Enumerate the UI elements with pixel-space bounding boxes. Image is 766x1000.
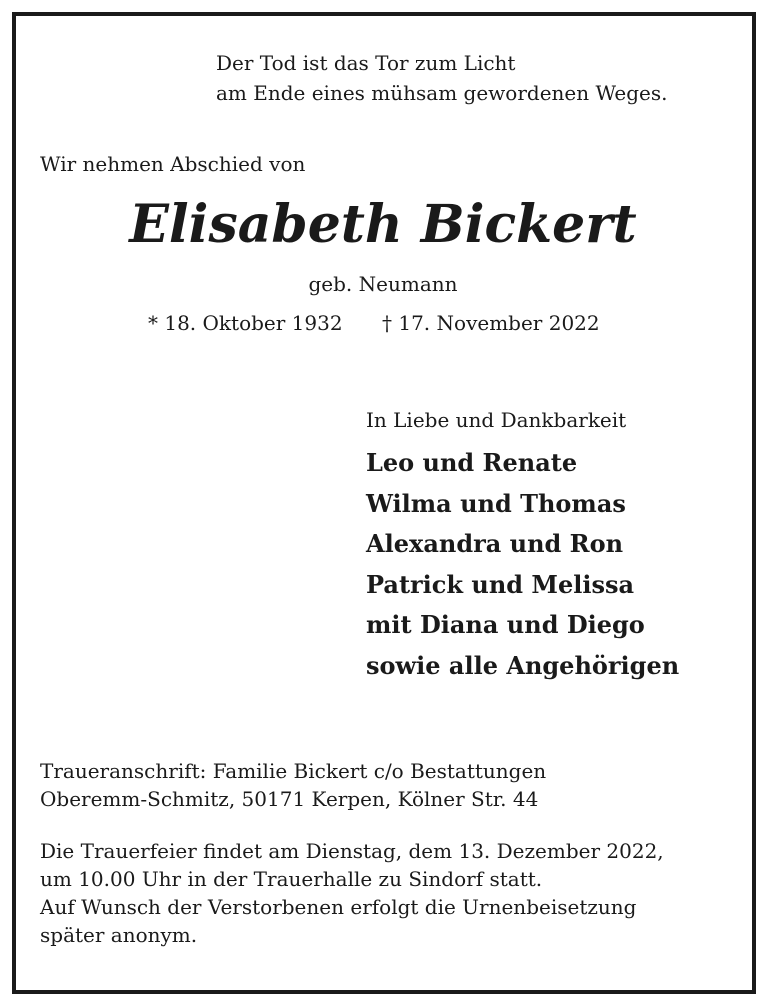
service-line-2: um 10.00 Uhr in der Trauerhalle zu Sindorf statt. [40,867,543,891]
mourner-entry: Wilma und Thomas [366,488,626,518]
mourner-entry: Alexandra und Ron [366,529,624,558]
dedication: In Liebe und Dankbarkeit [366,408,627,432]
service-line-3: Auf Wunsch der Verstorbenen erfolgt die Urnenbeisetzung [40,895,637,919]
motto-line-1: Der Tod ist das Tor zum Licht [216,51,516,75]
service-line-4: später anonym. [40,923,198,947]
address-line-1: Traueranschrift: Familie Bickert c/o Bestattungen [40,759,547,783]
mourners-list [366,443,679,686]
birth-date: * 18. Oktober 1932 [148,311,343,335]
mourner-entry: Leo und Renate [366,448,578,477]
address-line-2: Oberemm-Schmitz, 50171 Kerpen, Kölner Str. 44 [40,787,539,811]
intro-text: Wir nehmen Abschied von [40,152,306,176]
death-date: † 17. November 2022 [382,311,600,335]
motto [216,48,668,108]
mourning-address [40,757,546,813]
birth-name: geb. Neumann [308,272,458,296]
deceased-name: Elisabeth Bickert [129,194,637,255]
mourner-entry: sowie alle Angehörigen [366,650,680,680]
motto-line-2: am Ende eines mühsam gewordenen Weges. [216,81,668,105]
mourner-entry: mit Diana und Diego [366,610,645,639]
mourner-entry: Patrick und Melissa [366,569,635,599]
service-line-1: Die Trauerfeier findet am Dienstag, dem 13. Dezember 2022, [40,839,664,863]
funeral-service-info [40,837,664,949]
